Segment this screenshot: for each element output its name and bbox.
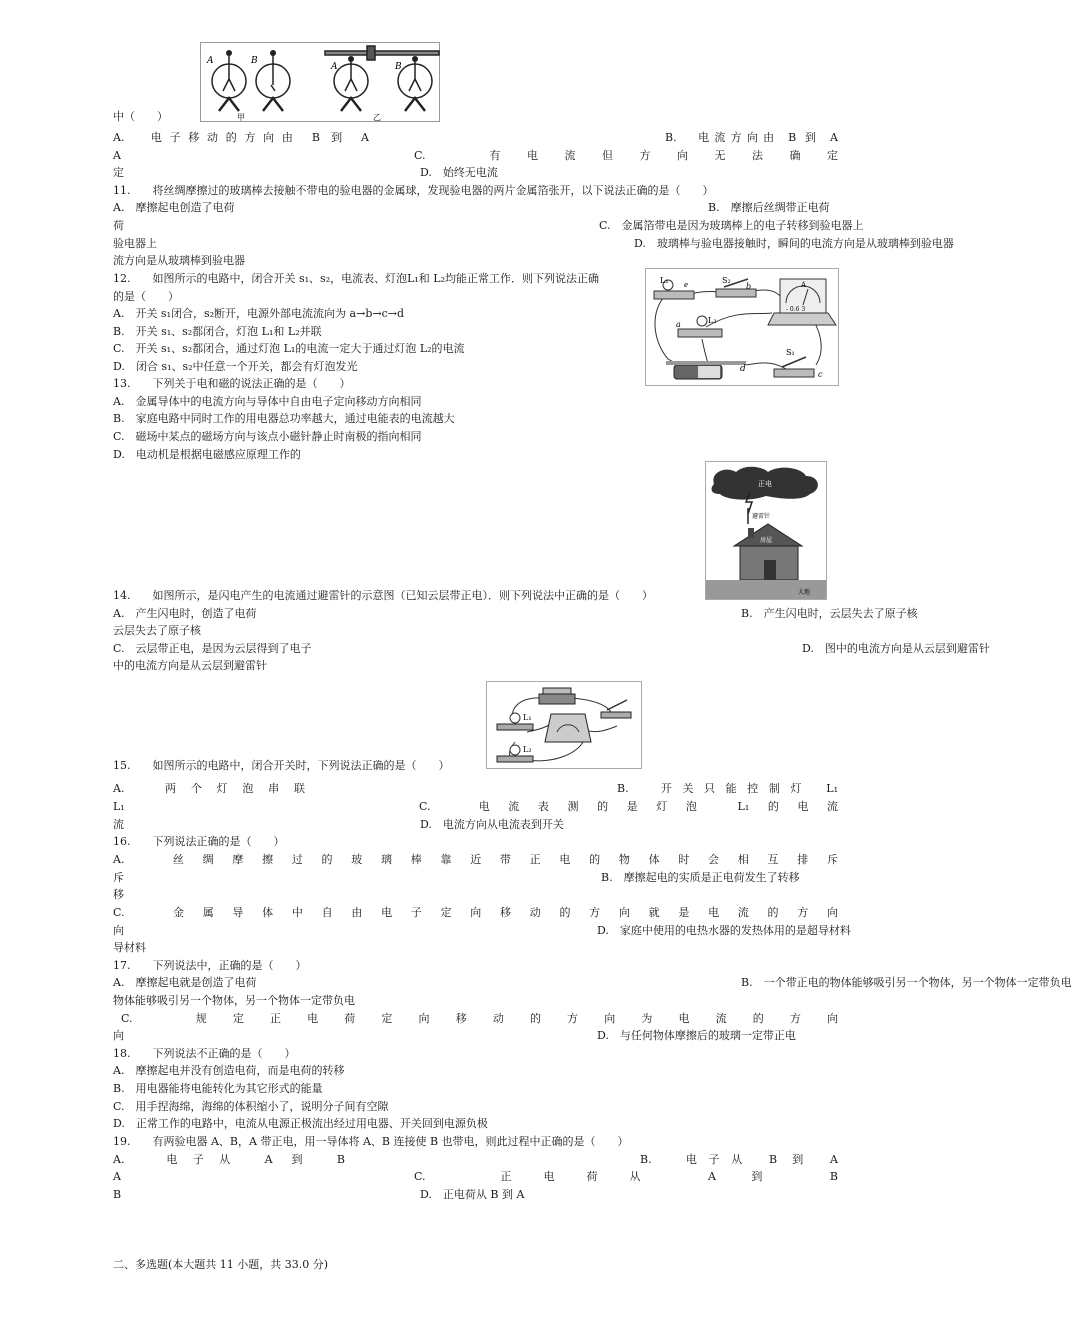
q15-option-b: B. 开关只能控制灯 L₁ xyxy=(617,782,838,795)
q14-option-b-wrap: 云层失去了原子核 xyxy=(113,624,201,637)
q11-option-d: D. 玻璃棒与验电器接触时，瞬间的电流方向是从玻璃棒到验电器 xyxy=(634,237,954,250)
q16-stem: 16. 下列说法正确的是（ ） xyxy=(113,835,285,848)
fig-label-a: a xyxy=(676,320,681,329)
fig-label-e: e xyxy=(684,281,689,289)
q11-option-c-wrap: 验电器上 xyxy=(113,237,157,250)
q13-option-d: D. 电动机是根据电磁感应原理工作的 xyxy=(113,448,301,461)
q13-option-a: A. 金属导体中的电流方向与导体中自由电子定向移动方向相同 xyxy=(113,395,422,408)
q16-option-a-wrap: 斥 xyxy=(113,871,124,884)
q18-option-c: C. 用手捏海绵，海绵的体积缩小了，说明分子间有空隙 xyxy=(113,1100,389,1113)
q12-option-d: D. 闭合 s₁、s₂中任意一个开关，都会有灯泡发光 xyxy=(113,360,358,373)
q11-option-b: B. 摩擦后丝绸带正电荷 xyxy=(708,201,830,214)
section-2-heading: 二、多选题(本大题共 11 小题，共 33.0 分) xyxy=(113,1258,329,1271)
q16-option-b: B. 摩擦起电的实质是正电荷发生了转移 xyxy=(601,871,800,884)
q19-option-d: D. 正电荷从 B 到 A xyxy=(420,1188,525,1201)
fig-label-l1: L₁ xyxy=(523,713,532,722)
q17-option-c: C. 规定正电荷定向移动的方向为电流的方向 xyxy=(121,1012,838,1025)
q15-option-d: D. 电流方向从电流表到开关 xyxy=(420,818,564,831)
rod-label: 避雷针 xyxy=(752,513,771,520)
q16-option-c: C. 金属导体中自由电子定向移动的方向就是电流的方向 xyxy=(113,906,838,919)
q10-option-c: C. 有电流但方向无法确定 xyxy=(414,149,838,162)
q16-option-b-wrap: 移 xyxy=(113,888,124,901)
q17-option-a: A. 摩擦起电就是创造了电荷 xyxy=(113,976,257,989)
q12-option-c: C. 开关 s₁、s₂都闭合，通过灯泡 L₁的电流一定大于通过灯泡 L₂的电流 xyxy=(113,342,465,355)
q15-option-b-wrap: L₁ xyxy=(113,800,125,813)
q14-option-a: A. 产生闪电时，创造了电荷 xyxy=(113,607,257,620)
q16-option-a: A. 丝绸摩擦过的玻璃棒靠近带正电的物体时会相互排斥 xyxy=(113,853,838,866)
q15-option-a: A. 两个灯泡串联 xyxy=(113,782,305,795)
q14-lightning-figure xyxy=(705,461,827,600)
q19-option-a: A. 电子从 A 到 B xyxy=(113,1153,345,1166)
cloud-label: 正电 xyxy=(758,480,772,488)
q10-option-b-wrap: A xyxy=(113,149,121,162)
q17-option-b: B. 一个带正电的物体能够吸引另一个物体，另一个物体一定带负电 xyxy=(741,976,1072,989)
fig-label-scale: - 0.6 3 xyxy=(786,306,806,313)
q15-option-c: C. 电流表测的是灯泡 L₁的电流 xyxy=(419,800,838,813)
q14-option-d: D. 图中的电流方向是从云层到避雷针 xyxy=(802,642,990,655)
q15-option-c-wrap: 流 xyxy=(113,818,124,831)
q19-stem: 19. 有两验电器 A、B，A 带正电，用一导体将 A、B 连接使 B 也带电，则此过程中正确的是（ ） xyxy=(113,1135,629,1148)
fig-label-amp: A xyxy=(801,281,807,289)
fig-label-s1: S₁ xyxy=(786,348,795,357)
fig-label-c: c xyxy=(818,370,823,379)
label-a: A xyxy=(207,56,214,66)
q19-option-c-wrap: B xyxy=(113,1188,122,1201)
label-b2: B xyxy=(395,62,402,72)
q18-option-a: A. 摩擦起电并没有创造电荷，而是电荷的转移 xyxy=(113,1064,345,1077)
q14-stem: 14. 如图所示，是闪电产生的电流通过避雷针的示意图（已知云层带正电）．则下列说法中正确的是（ ） xyxy=(113,589,653,602)
q18-option-d: D. 正常工作的电路中，电流从电源正极流出经过用电器、开关回到电源负极 xyxy=(113,1117,488,1130)
q10-stem-tail: 中（ ） xyxy=(113,110,168,123)
q13-option-b: B. 家庭电路中同时工作的用电器总功率越大，通过电能表的电流越大 xyxy=(113,412,455,425)
q18-option-b: B. 用电器能将电能转化为其它形式的能量 xyxy=(113,1082,323,1095)
q17-option-c-wrap: 向 xyxy=(113,1029,124,1042)
q10-option-a: A. 电子移动的方向由 B 到 A xyxy=(113,131,369,144)
q19-option-b: B. 电子从 B 到 A xyxy=(640,1153,838,1166)
q17-stem: 17. 下列说法中，正确的是（ ） xyxy=(113,959,307,972)
q12-circuit-figure xyxy=(645,268,839,386)
q14-option-d-wrap: 中的电流方向是从云层到避雷针 xyxy=(113,659,267,672)
label-yi: 乙 xyxy=(373,113,381,122)
earth-label: 大地 xyxy=(798,589,811,596)
q10-option-b-text: B. 电流方向由 B 到 A xyxy=(665,131,838,144)
q12-option-b: B. 开关 s₁、s₂都闭合，灯泡 L₁和 L₂并联 xyxy=(113,325,322,338)
fig-label-l2: L₂ xyxy=(523,745,532,754)
fig-label-l2: L₂ xyxy=(708,316,717,325)
label-b: B xyxy=(251,56,258,66)
q13-option-c: C. 磁场中某点的磁场方向与该点小磁针静止时南极的指向相同 xyxy=(113,430,422,443)
fig-label-l1: L₁ xyxy=(660,276,669,285)
q12-option-a: A. 开关 s₁闭合，s₂断开，电源外部电流流向为 a→b→c→d xyxy=(113,307,404,320)
q16-option-d: D. 家庭中使用的电热水器的发热体用的是超导材料 xyxy=(597,924,851,937)
label-a2: A xyxy=(331,62,338,72)
q17-option-d: D. 与任何物体摩擦后的玻璃一定带正电 xyxy=(597,1029,796,1042)
house-label: 房屋 xyxy=(760,537,773,544)
q12-stem-line1: 12. 如图所示的电路中，闭合开关 s₁、s₂，电流表、灯泡L₁和 L₂均能正常工作．则下列说法正确 xyxy=(113,272,600,285)
q18-stem: 18. 下列说法不正确的是（ ） xyxy=(113,1047,296,1060)
q11-stem: 11. 将丝绸摩擦过的玻璃棒去接触不带电的验电器的金属球，发现验电器的两片金属箔张开，以下说法正确的是（ ） xyxy=(113,184,714,197)
electroscope-figure xyxy=(200,42,440,122)
label-jia: 甲 xyxy=(237,113,245,122)
q11-option-c: C. 金属箔带电是因为玻璃棒上的电子转移到验电器上 xyxy=(599,219,864,232)
q11-option-d-wrap: 流方向是从玻璃棒到验电器 xyxy=(113,254,245,267)
fig-label-d: d xyxy=(740,364,746,374)
q17-option-b-wrap: 物体能够吸引另一个物体，另一个物体一定带负电 xyxy=(113,994,355,1007)
q11-option-a: A. 摩擦起电创造了电荷 xyxy=(113,201,235,214)
q14-option-b: B. 产生闪电时，云层失去了原子核 xyxy=(741,607,918,620)
q19-option-b-wrap: A xyxy=(113,1170,121,1183)
q14-option-c: C. 云层带正电，是因为云层得到了电子 xyxy=(113,642,312,655)
q12-stem-line2: 的是（ ） xyxy=(113,290,179,303)
q16-option-c-wrap: 向 xyxy=(113,924,124,937)
q16-option-d-wrap: 导材料 xyxy=(113,941,146,954)
q10-option-c-wrap: 定 xyxy=(113,166,124,179)
q13-stem: 13. 下列关于电和磁的说法正确的是（ ） xyxy=(113,377,351,390)
q15-stem: 15. 如图所示的电路中，闭合开关时，下列说法正确的是（ ） xyxy=(113,759,450,772)
fig-label-b: b xyxy=(746,282,752,291)
q11-option-b-wrap: 荷 xyxy=(113,219,124,232)
q10-option-d: D. 始终无电流 xyxy=(420,166,498,179)
q19-option-c: C. 正电荷从 A 到 B xyxy=(414,1170,838,1183)
q15-circuit-figure xyxy=(486,681,642,769)
fig-label-s2: S₂ xyxy=(722,276,731,285)
